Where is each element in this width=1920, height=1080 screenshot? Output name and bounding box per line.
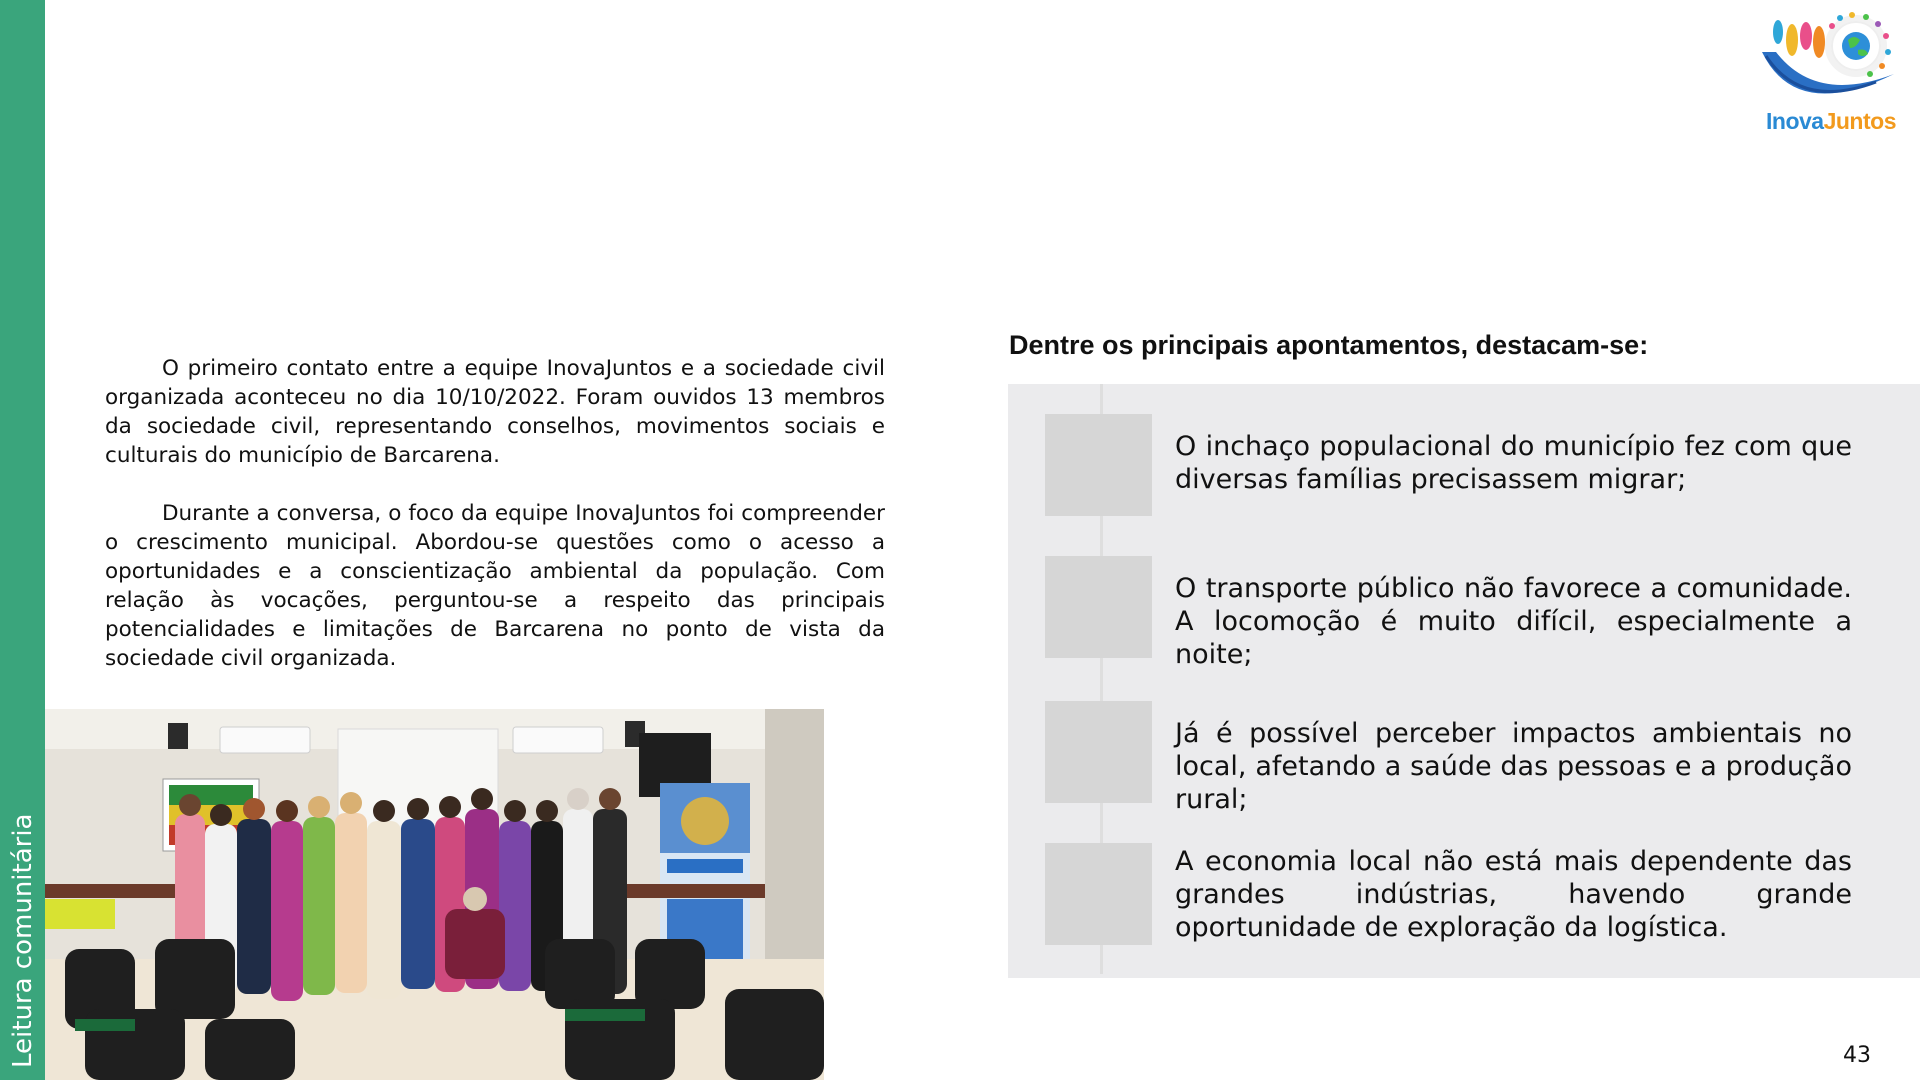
inovajuntos-logo bbox=[1756, 12, 1906, 136]
logo-word-juntos: Juntos bbox=[1823, 108, 1896, 134]
highlights-title: Dentre os principais apontamentos, destacam-se: bbox=[1009, 330, 1649, 360]
highlight-text: A economia local não está mais dependente das grandes indústrias, havendo grande oportunidade de exploração da logística. bbox=[1175, 846, 1852, 943]
highlight-text: O transporte público não favorece a comunidade. A locomoção é muito difícil, especialmente a noite; bbox=[1175, 573, 1852, 670]
group-photo bbox=[45, 709, 824, 1080]
highlight-marker-box bbox=[1045, 556, 1152, 658]
group-photo-illustration bbox=[45, 709, 824, 1080]
highlight-text: O inchaço populacional do município fez com que diversas famílias precisassem migrar; bbox=[1175, 431, 1852, 495]
intro-text bbox=[105, 354, 885, 673]
highlight-text: Já é possível perceber impactos ambientais no local, afetando a saúde das pessoas e a produção rural; bbox=[1175, 718, 1852, 815]
page-number: 43 bbox=[1843, 1043, 1871, 1068]
sidebar-label: Leitura comunitária bbox=[8, 813, 38, 1068]
logo-wordmark bbox=[1756, 108, 1906, 135]
highlight-marker-box bbox=[1045, 843, 1152, 945]
intro-paragraph: O primeiro contato entre a equipe InovaJuntos e a sociedade civil organizada aconteceu no dia 10/10/2022. Foram ouvidos 13 membros da sociedade civil, representando conselhos, movimentos sociais e culturais do município de Barcarena. bbox=[105, 356, 885, 468]
highlight-marker-box bbox=[1045, 414, 1152, 516]
intro-paragraph: Durante a conversa, o foco da equipe InovaJuntos foi compreender o crescimento municipal. Abordou-se questões como o acesso a oportunidades e a conscientização ambiental da população. Com relação às vocações, perguntou-se a respeito das principais potencialidades e limitações de Barcarena no ponto de vista da sociedade civil organizada. bbox=[105, 501, 885, 671]
sidebar-label-container bbox=[0, 0, 45, 1080]
highlight-marker-box bbox=[1045, 701, 1152, 803]
logo-emblem-icon bbox=[1756, 12, 1906, 112]
logo-word-inova: Inova bbox=[1766, 108, 1824, 134]
